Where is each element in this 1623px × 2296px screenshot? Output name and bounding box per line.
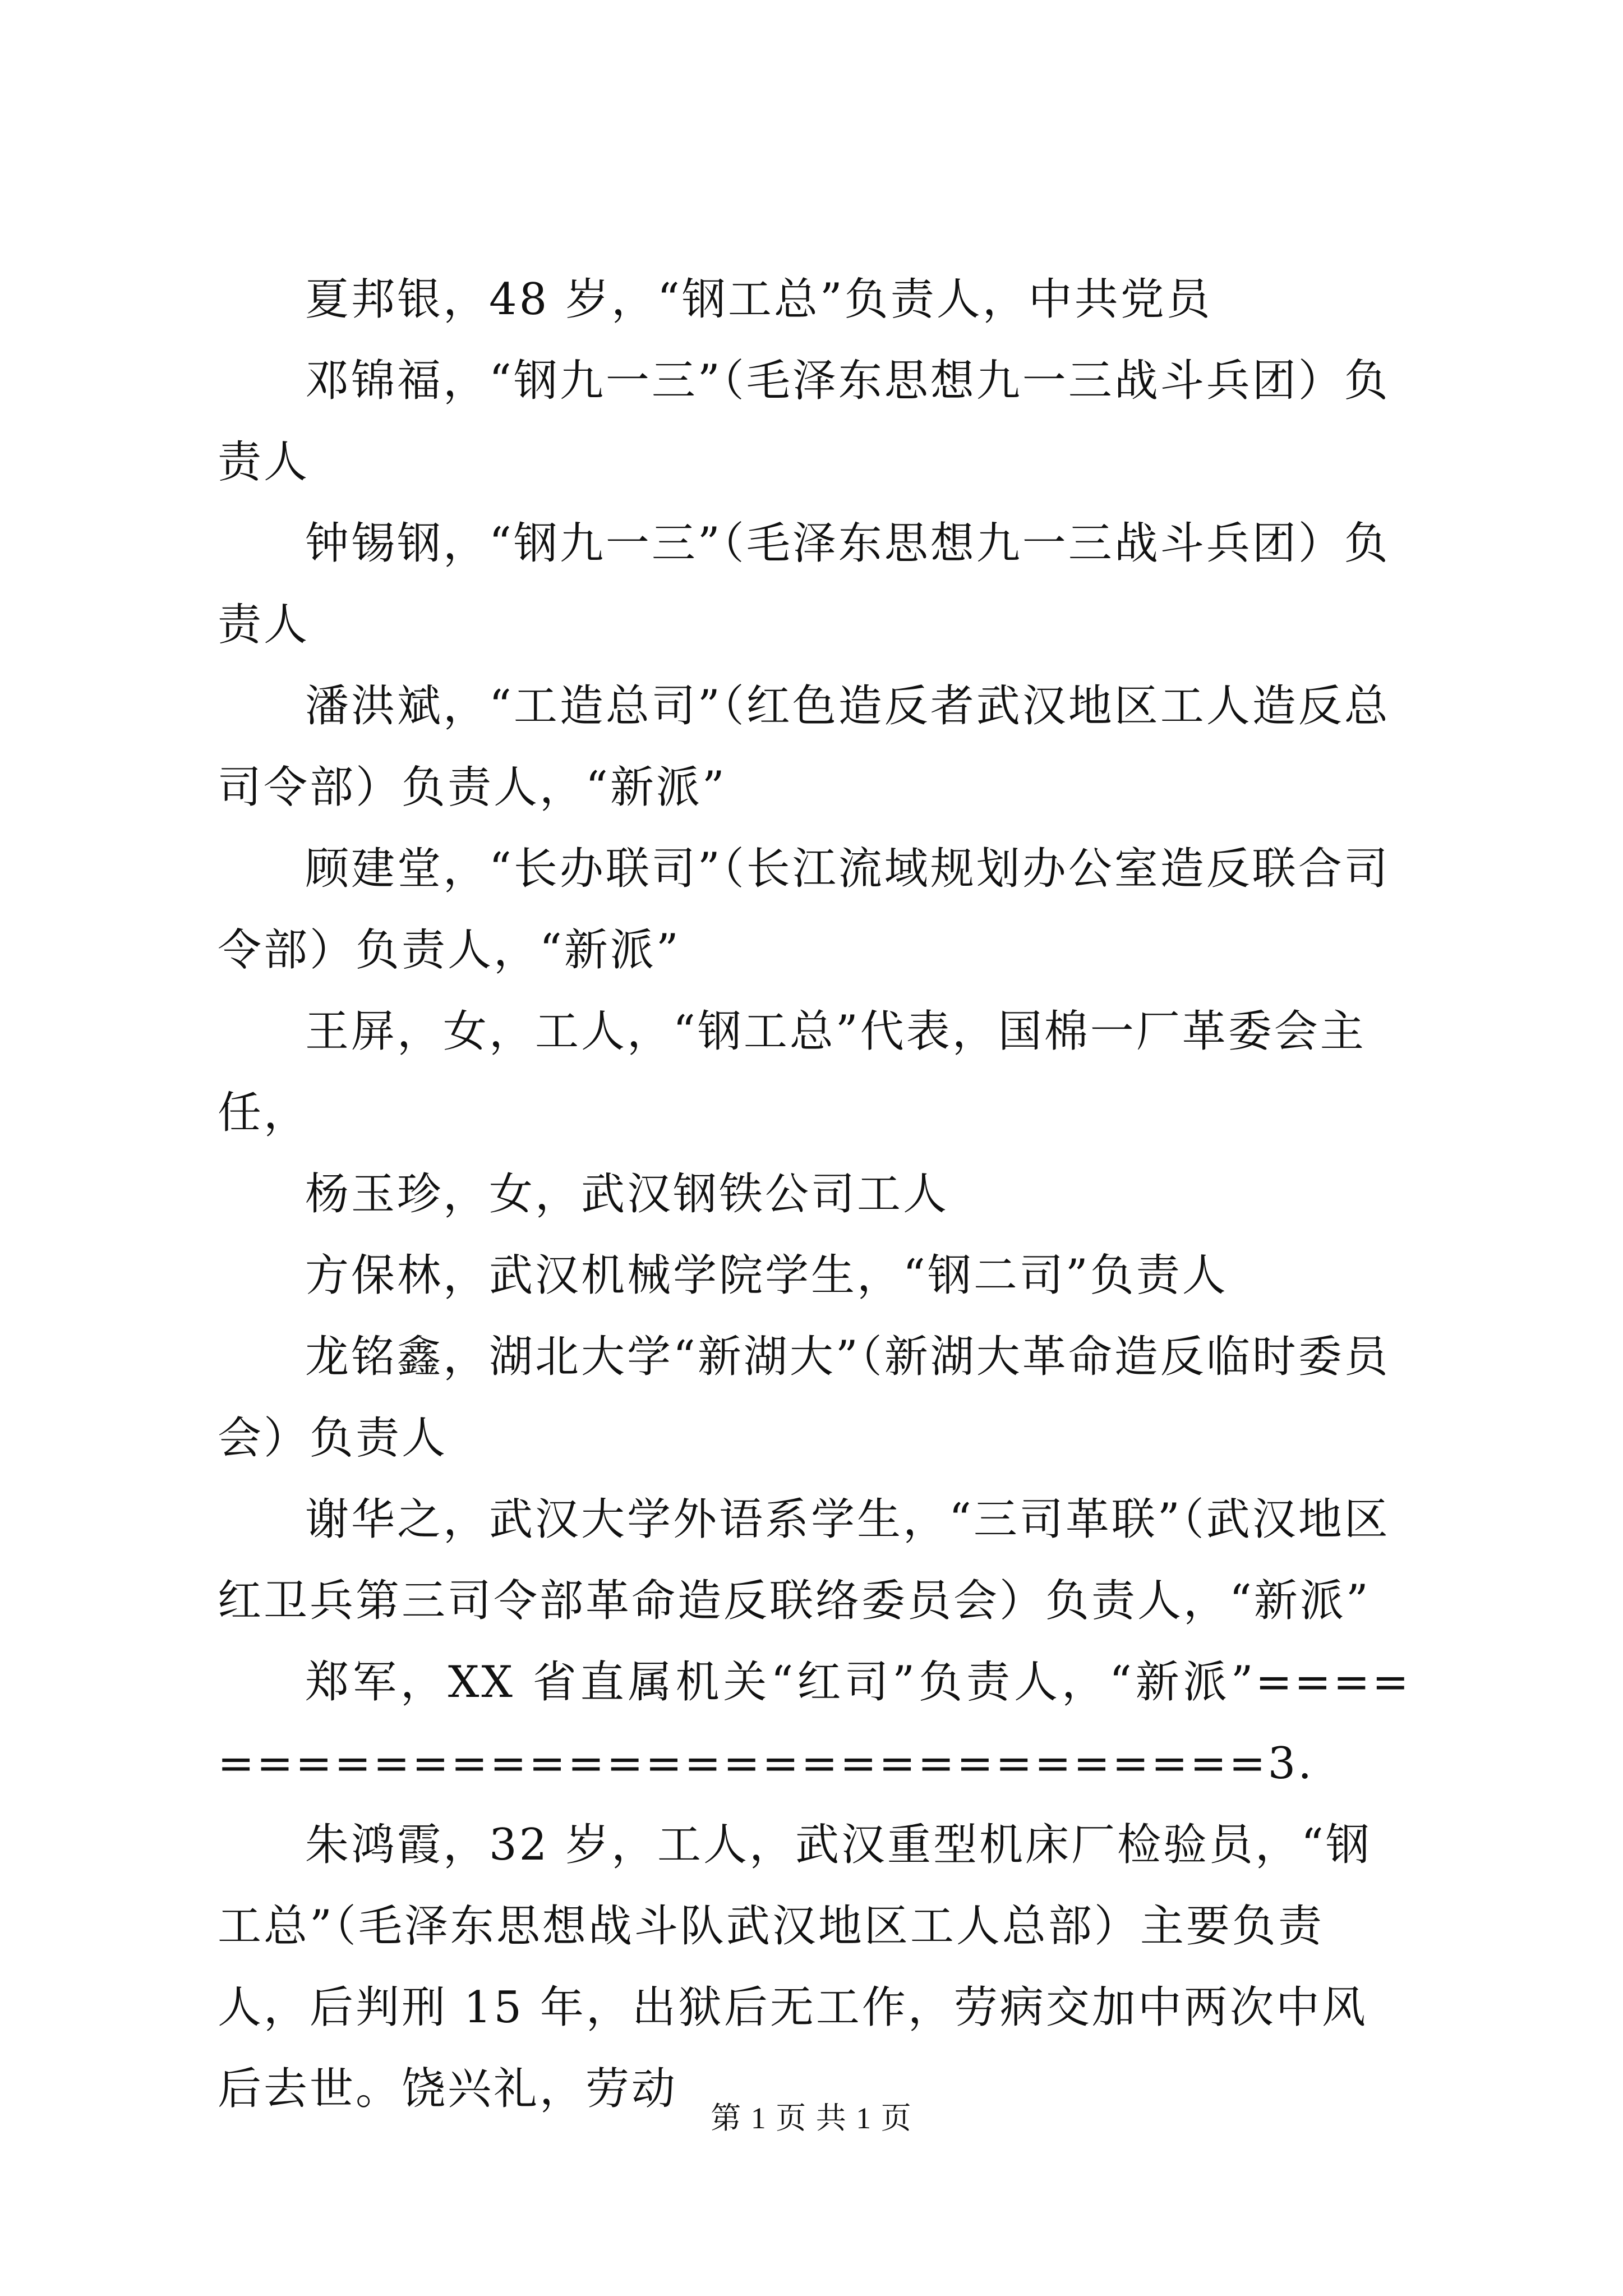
paragraph-fang-baolin: 方保林，武汉机械学院学生，“钢二司”负责人 [305,1250,1228,1301]
paragraph-xia-bangyin: 夏邦银，48 岁，“钢工总”负责人，中共党员 [305,274,1212,325]
paragraph-xie-huazhi: 谢华之，武汉大学外语系学生，“三司革联”（武汉地区红卫兵第三司令部革命造反联络委员会）负责人，“新派” [218,1494,1390,1626]
paragraph-wang-ping: 王屏，女，工人，“钢工总”代表，国棉一厂革委会主任， [218,1006,1366,1138]
paragraph-gu-jiantang: 顾建堂，“长办联司”（长江流域规划办公室造反联合司令部）负责人，“新派” [218,844,1390,976]
paragraph-deng-jinfu: 邓锦福，“钢九一三”（毛泽东思想九一三战斗兵团）负责人 [218,356,1390,487]
paragraph-zhu-hongxia: 朱鸿霞，32 岁，工人，武汉重型机床厂检验员，“钢工总”（毛泽东思想战斗队武汉地区工人总部）主要负责人，后判刑 15 年，出狱后无工作，劳病交加中两次中风后去世。饶兴礼，劳动 [218,1820,1372,2114]
page-footer: 第 1 页 共 1 页 [711,2101,912,2135]
paragraph-pan-hongbin: 潘洪斌，“工造总司”（红色造反者武汉地区工人造反总司令部）负责人，“新派” [218,681,1390,813]
paragraph-zheng-jun: 郑军，XX 省直属机关“红司”负责人，“新派”===============================3. [218,1657,1411,1789]
paragraph-zhong-xigang: 钟锡钢，“钢九一三”（毛泽东思想九一三战斗兵团）负责人 [218,518,1390,650]
paragraph-long-mingxin: 龙铭鑫，湖北大学“新湖大”（新湖大革命造反临时委员会）负责人 [218,1332,1390,1464]
document-body [218,259,1411,2130]
paragraph-yang-yuzhen: 杨玉珍，女，武汉钢铁公司工人 [305,1169,949,1220]
